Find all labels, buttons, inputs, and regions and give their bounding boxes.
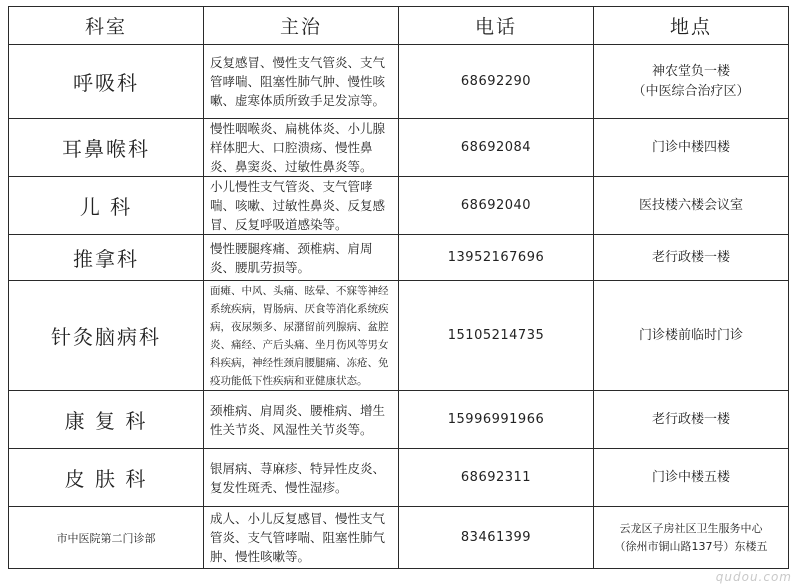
phone-cell: 13952167696 (399, 235, 594, 281)
location-line-1: 门诊中楼五楼 (651, 469, 730, 485)
phone-cell: 15996991966 (399, 391, 594, 449)
location-cell (594, 449, 789, 507)
header-treatment: 主治 (204, 7, 399, 45)
table-row (9, 45, 789, 119)
dept-cell: 推拿科 (9, 235, 204, 281)
dept-cell: 耳鼻喉科 (9, 119, 204, 177)
location-cell (594, 507, 789, 569)
location-cell (594, 391, 789, 449)
watermark: qudou.com (715, 570, 792, 584)
dept-cell: 康 复 科 (9, 391, 204, 449)
phone-cell: 68692290 (399, 45, 594, 119)
table-row (9, 119, 789, 177)
treatment-cell: 反复感冒、慢性支气管炎、支气管哮喘、阻塞性肺气肿、慢性咳嗽、虚寒体质所致手足发凉等。 (204, 45, 399, 119)
location-line-1: 老行政楼一楼 (651, 411, 730, 427)
table-row (9, 177, 789, 235)
treatment-cell: 慢性咽喉炎、扁桃体炎、小儿腺样体肥大、口腔溃疡、慢性鼻炎、鼻窦炎、过敏性鼻炎等。 (204, 119, 399, 177)
location-line-2: （徐州市铜山路137号）东楼五 (614, 539, 768, 553)
phone-cell: 83461399 (399, 507, 594, 569)
treatment-cell: 成人、小儿反复感冒、慢性支气管炎、支气管哮喘、阻塞性肺气肿、慢性咳嗽等。 (204, 507, 399, 569)
location-line-1: 医技楼六楼会议室 (638, 197, 743, 213)
table-row (9, 235, 789, 281)
table-row (9, 449, 789, 507)
location-cell (594, 119, 789, 177)
location-cell (594, 235, 789, 281)
table-row (9, 281, 789, 391)
dept-cell: 针灸脑病科 (9, 281, 204, 391)
dept-cell: 儿 科 (9, 177, 204, 235)
clinic-table (8, 6, 789, 569)
header-dept: 科室 (9, 7, 204, 45)
phone-cell: 15105214735 (399, 281, 594, 391)
treatment-cell: 银屑病、荨麻疹、特异性皮炎、复发性斑秃、慢性湿疹。 (204, 449, 399, 507)
header-location: 地点 (594, 7, 789, 45)
phone-cell: 68692040 (399, 177, 594, 235)
location-line-1: 门诊楼前临时门诊 (638, 327, 743, 343)
location-cell (594, 177, 789, 235)
dept-cell: 市中医院第二门诊部 (9, 507, 204, 569)
location-line-2: （中医综合治疗区） (632, 83, 750, 99)
dept-cell: 皮 肤 科 (9, 449, 204, 507)
treatment-cell: 颈椎病、肩周炎、腰椎病、增生性关节炎、风湿性关节炎等。 (204, 391, 399, 449)
header-row (9, 7, 789, 45)
dept-cell: 呼吸科 (9, 45, 204, 119)
header-phone: 电话 (399, 7, 594, 45)
table-row (9, 507, 789, 569)
location-cell (594, 45, 789, 119)
treatment-cell: 慢性腰腿疼痛、颈椎病、肩周炎、腰肌劳损等。 (204, 235, 399, 281)
treatment-cell: 小儿慢性支气管炎、支气管哮喘、咳嗽、过敏性鼻炎、反复感冒、反复呼吸道感染等。 (204, 177, 399, 235)
table-row (9, 391, 789, 449)
location-line-1: 神农堂负一楼 (651, 63, 730, 79)
location-line-1: 老行政楼一楼 (651, 249, 730, 265)
treatment-cell: 面瘫、中风、头痛、眩晕、不寐等神经系统疾病，胃肠病、厌食等消化系统疾病，夜尿频多、尿潴留前列腺病、盆腔炎、痛经、产后头痛、坐月伤风等男女科疾病，神经性颈肩腰腿痛、冻疮、免疫功能低下性疾病和亚健康状态。 (204, 281, 399, 391)
location-line-1: 云龙区子房社区卫生服务中心 (619, 521, 763, 535)
phone-cell: 68692084 (399, 119, 594, 177)
phone-cell: 68692311 (399, 449, 594, 507)
location-cell (594, 281, 789, 391)
location-line-1: 门诊中楼四楼 (651, 139, 730, 155)
